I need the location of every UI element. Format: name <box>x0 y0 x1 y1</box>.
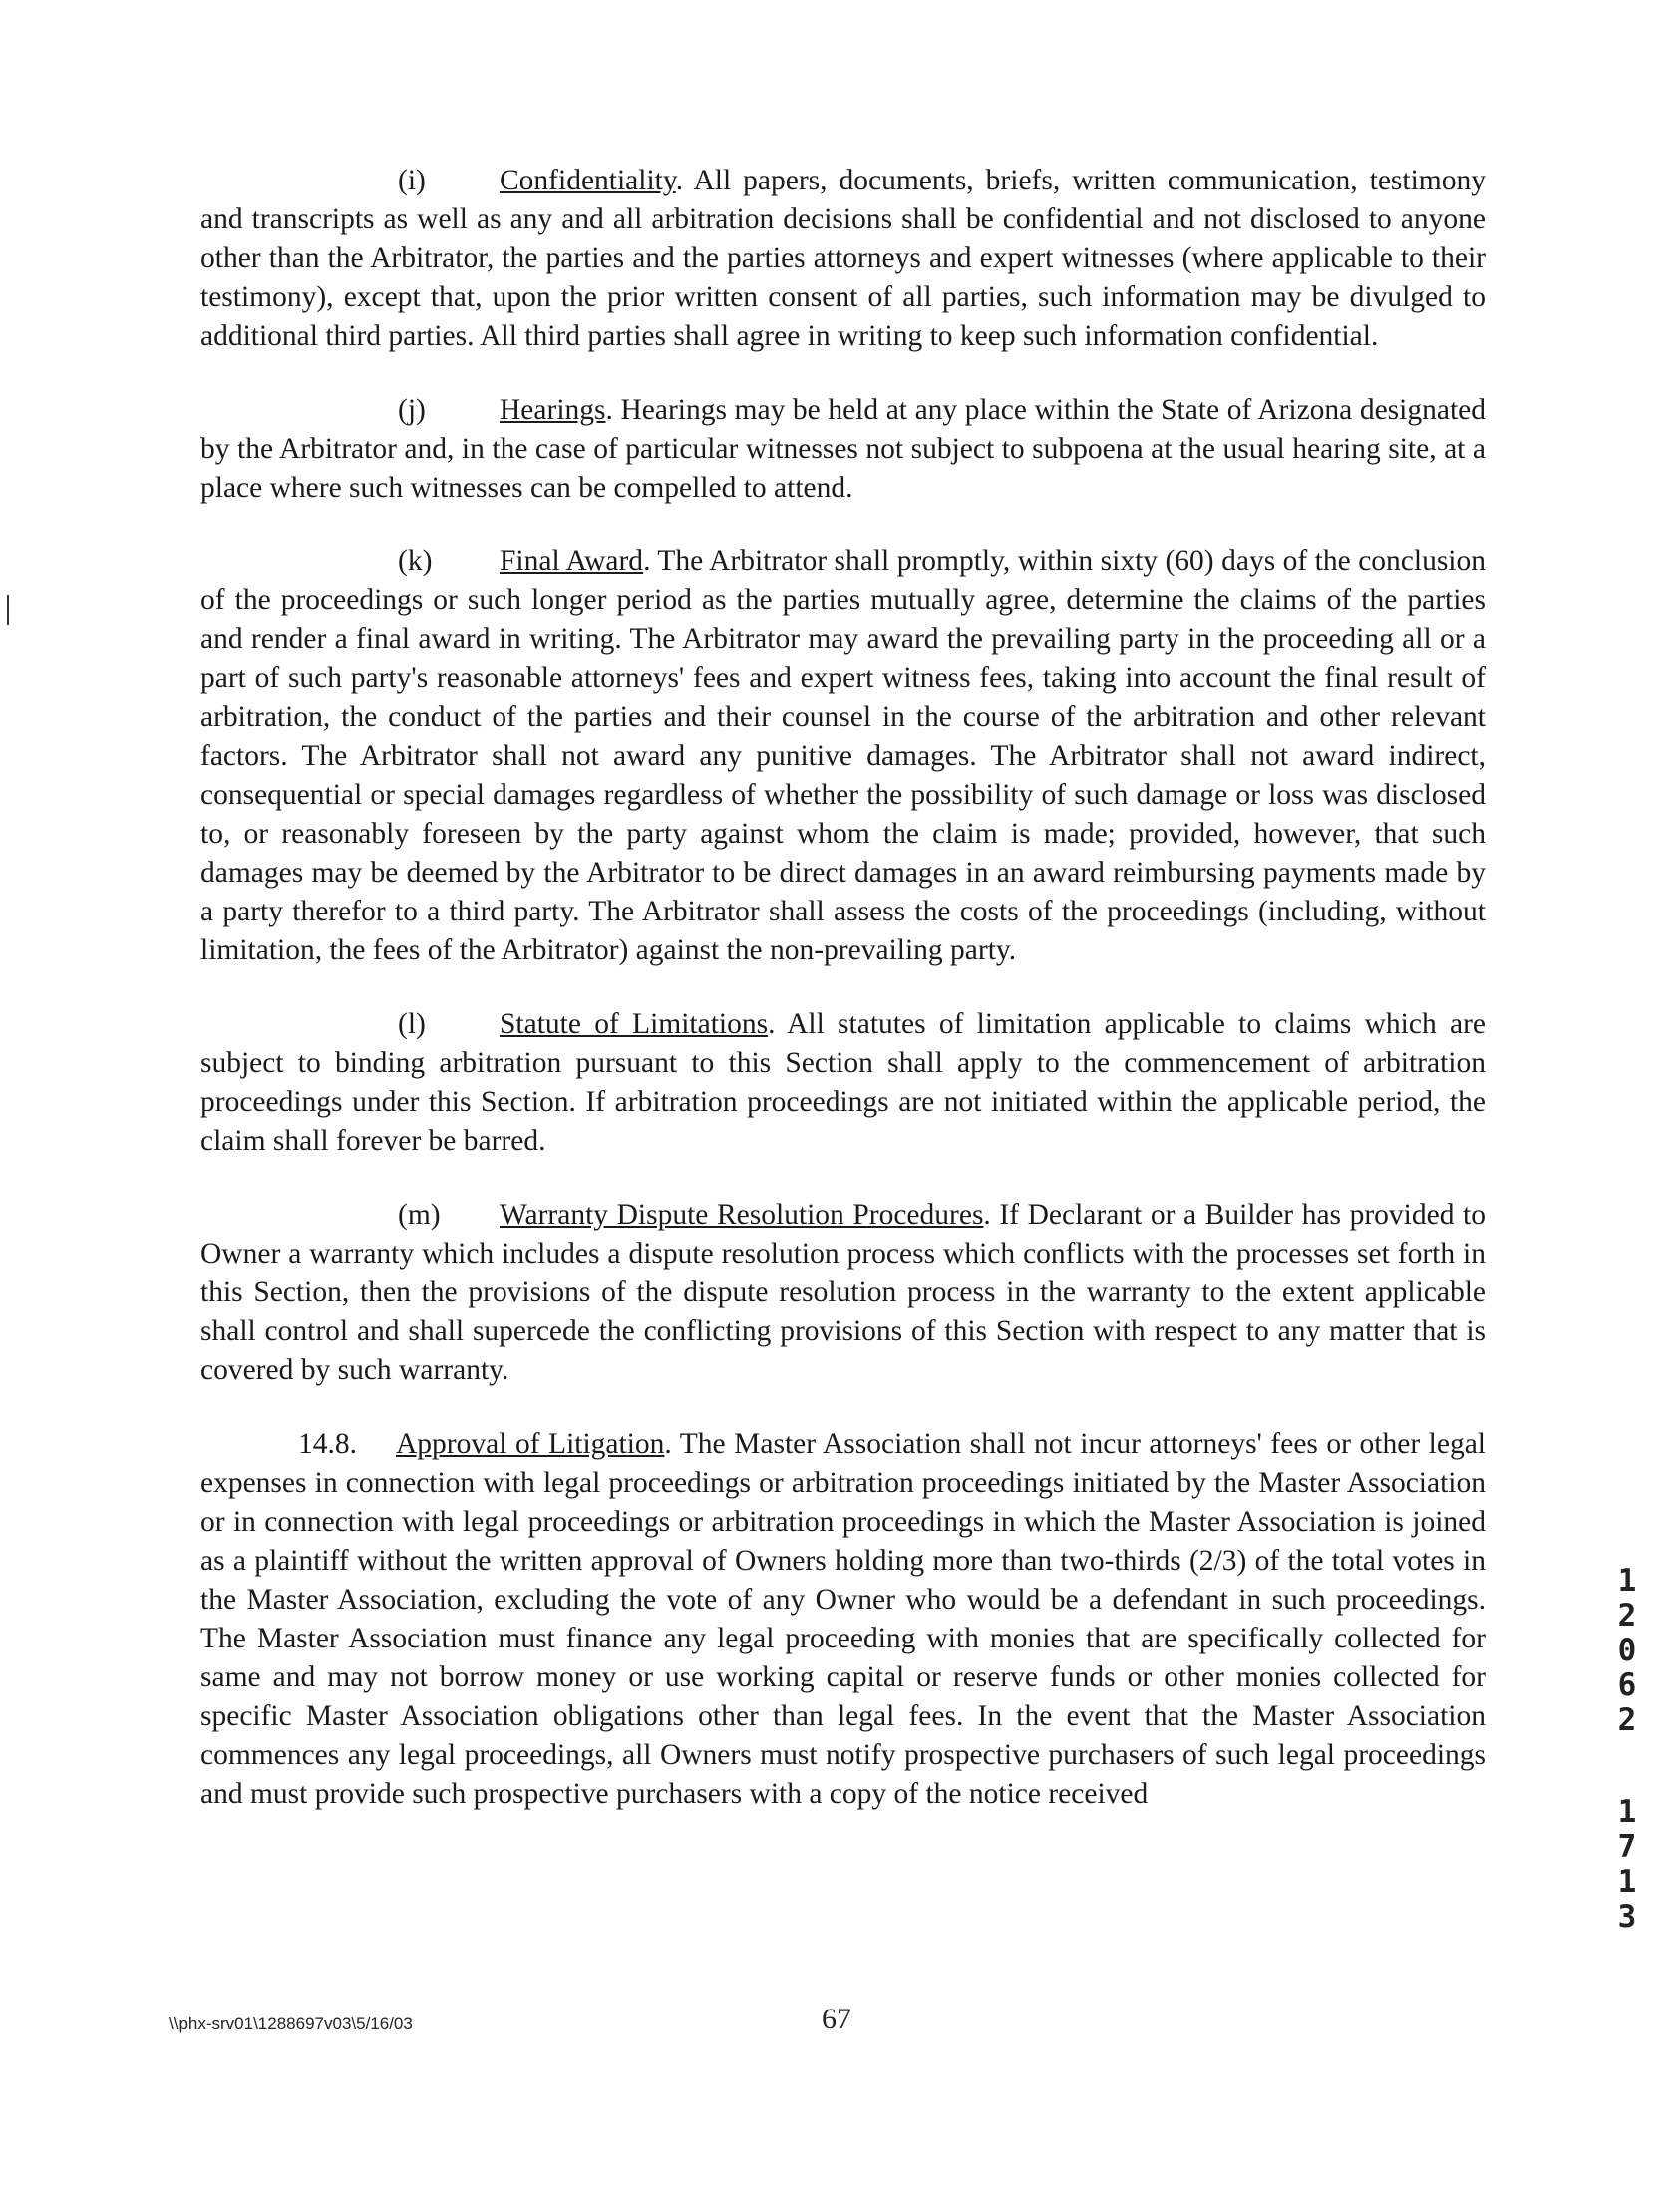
paragraph-text: . All papers, documents, briefs, written communication, testimony and transcripts as well as any and all arbitration decisions shall be confidential and not disclosed to anyone other than the Arbitrator, the parties and the parties attorneys and expert witnesses (where applicable to their testimony), except that, upon the prior written consent of all parties, such information may be divulged to additional third parties. All third parties shall agree in writing to keep such information confidential. <box>200 165 1486 352</box>
paragraph-heading: Hearings <box>500 394 606 426</box>
body-text <box>200 162 1486 1849</box>
paragraph-k <box>200 543 1486 970</box>
recording-digit: 2 <box>1617 1702 1637 1738</box>
paragraph-number: (j) <box>398 394 426 426</box>
section-text: . The Master Association shall not incur attorneys' fees or other legal expenses in connection with legal proceedings or arbitration proceedings initiated by the Master Association or in connection with legal proceedings or arbitration proceedings in which the Master Association is joined as a plaintiff without the written approval of Owners holding more than two-thirds (2/3) of the total votes in the Master Association, excluding the vote of any Owner who would be a defendant in such proceedings. The Master Association must finance any legal proceeding with monies that are specifically collected for same and may not borrow money or use working capital or reserve funds or other monies collected for specific Master Association obligations other than legal fees. In the event that the Master Association commences any legal proceedings, all Owners must notify prospective purchasers of such legal proceedings and must provide such prospective purchasers with a copy of the notice received <box>200 1428 1487 1810</box>
recording-digit: 1 <box>1617 1563 1637 1599</box>
paragraph-heading: Final Award <box>500 546 644 577</box>
recording-digit: 7 <box>1617 1829 1637 1865</box>
footer-document-path: \\phx-srv01\1288697v03\5/16/03 <box>169 2014 413 2033</box>
paragraph-number: (l) <box>398 1008 426 1040</box>
recording-digit: 2 <box>1617 1598 1637 1634</box>
paragraph-text: . Hearings may be held at any place within the State of Arizona designated by the Arbitrator and, in the case of particular witnesses not subject to subpoena at the usual hearing site, at a place where such witnesses can be compelled to attend. <box>200 394 1486 504</box>
paragraph-number: (k) <box>398 546 433 577</box>
paragraph-heading: Confidentiality <box>500 165 676 196</box>
recording-number-group-1 <box>1607 1564 1647 1738</box>
paragraph-number: (i) <box>398 165 426 196</box>
page-number: 67 <box>822 2003 851 2035</box>
recording-digit: 1 <box>1617 1864 1637 1900</box>
paragraph-heading: Warranty Dispute Resolution Procedures <box>500 1199 984 1231</box>
recording-digit: 6 <box>1617 1667 1637 1703</box>
paragraph-text: . All statutes of limitation applicable to claims which are subject to binding arbitration pursuant to this Section shall apply to the commencement of arbitration proceedings under this Section. If arbitration proceedings are not initiated within the applicable period, the claim shall forever be barred. <box>200 1008 1486 1157</box>
paragraph-text: . If Declarant or a Builder has provided to Owner a warranty which includes a dispute resolution process which conflicts with the processes set forth in this Section, then the provisions of the dispute resolution process in the warranty to the extent applicable shall control and shall supercede the conflicting provisions of this Section with respect to any matter that is covered by such warranty. <box>200 1199 1486 1386</box>
paragraph-l <box>200 1005 1486 1161</box>
section-heading: Approval of Litigation <box>396 1428 665 1460</box>
section-14-8 <box>200 1425 1486 1814</box>
recording-digit: 0 <box>1617 1633 1637 1668</box>
paragraph-m <box>200 1196 1486 1390</box>
recording-number-stamp <box>1607 1564 1647 1935</box>
recording-digit: 1 <box>1617 1794 1637 1830</box>
paragraph-number: (m) <box>398 1199 441 1231</box>
revision-bar <box>7 595 9 625</box>
paragraph-heading: Statute of Limitations <box>500 1008 769 1040</box>
paragraph-text: . The Arbitrator shall promptly, within sixty (60) days of the conclusion of the proceedings or such longer period as the parties mutually agree, determine the claims of the parties and render a final award in writing. The Arbitrator may award the prevailing party in the proceeding all or a part of such party's reasonable attorneys' fees and expert witness fees, taking into account the final result of arbitration, the conduct of the parties and their counsel in the course of the arbitration and other relevant factors. The Arbitrator shall not award any punitive damages. The Arbitrator shall not award indirect, consequential or special damages regardless of whether the possibility of such damage or loss was disclosed to, or reasonably foreseen by the party against whom the claim is made; provided, however, that such damages may be deemed by the Arbitrator to be direct damages in an award reimbursing payments made by a party therefor to a third party. The Arbitrator shall assess the costs of the proceedings (including, without limitation, the fees of the Arbitrator) against the non-prevailing party. <box>200 546 1486 966</box>
section-number: 14.8. <box>298 1428 357 1460</box>
recording-digit: 3 <box>1617 1899 1637 1935</box>
paragraph-i <box>200 162 1486 356</box>
paragraph-j <box>200 391 1486 508</box>
recording-number-group-2 <box>1607 1795 1647 1935</box>
